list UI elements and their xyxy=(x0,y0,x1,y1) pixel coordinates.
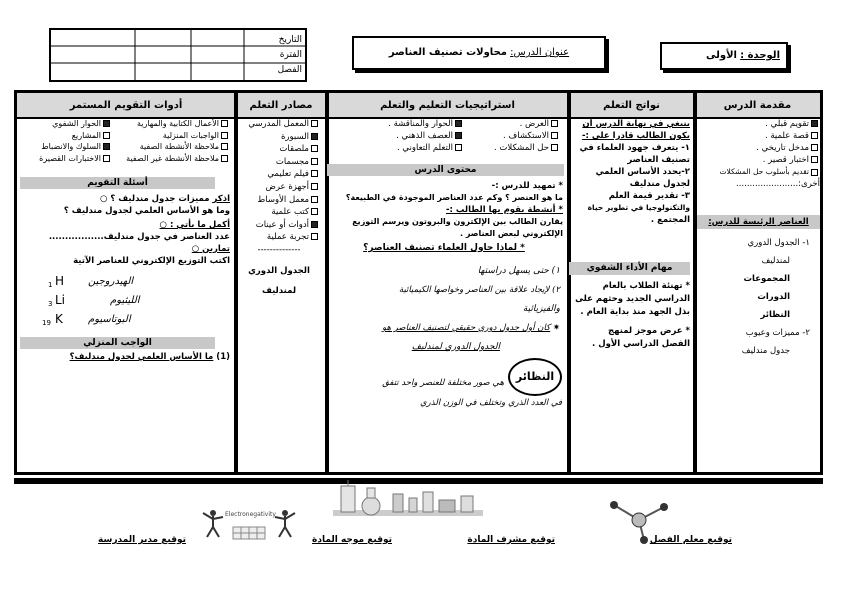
element-symbol: Li xyxy=(55,293,66,307)
checkbox-icon[interactable] xyxy=(811,156,818,163)
checkbox-icon[interactable] xyxy=(551,120,558,127)
checkbox-icon[interactable] xyxy=(311,145,318,152)
strategy-option[interactable]: الاستكشاف . xyxy=(464,130,560,142)
checkbox-icon[interactable] xyxy=(311,158,318,165)
element-row xyxy=(40,310,220,329)
assessment-row xyxy=(20,141,230,153)
element-item: ٢- مميزات وعيوب xyxy=(745,328,810,338)
assessment-questions: اذكر مميزات جدول مندليف ؟ ○ وما هو الأساس العلمي لجدول مندليف ؟ أكمل ما يأتي : ○ عدد العناصر في جدول مندليف................. تمارين ○ اكتب التوزيع الإلكتروني للعناصر الآتية xyxy=(48,194,230,266)
assessment-option[interactable]: السلوك والانضباط xyxy=(41,142,112,151)
resource-item[interactable]: ملصقات xyxy=(238,143,320,156)
content-title: محتوى الدرس xyxy=(327,164,564,176)
unit-label: الوحدة : xyxy=(740,50,780,61)
period-label: الفترة xyxy=(279,50,302,60)
class-label: الفصل xyxy=(277,65,302,75)
checkbox-icon[interactable] xyxy=(811,144,818,151)
resource-item[interactable]: كتب علمية xyxy=(238,206,320,219)
checkbox-icon[interactable] xyxy=(551,132,558,139)
assessment-row xyxy=(20,153,230,165)
signature-principal: توقيع مدير المدرسة xyxy=(98,535,186,545)
element-z: 3 xyxy=(48,300,53,308)
checkbox-icon[interactable] xyxy=(221,132,228,139)
checkbox-icon[interactable] xyxy=(811,169,818,176)
oral-tasks: * تهنئة الطلاب بالعام الدراسي الجديد وحثهم على بذل الجهد منذ بداية العام . * عرض موجز لمنهج الفصل الدراسي الأول . xyxy=(575,281,690,349)
strategy-option[interactable]: العصف الذهني . xyxy=(396,131,464,141)
signature-director-subject: توقيع موجه المادة xyxy=(312,535,392,545)
isotopes-badge: النظائر xyxy=(508,358,562,396)
assessment-option[interactable]: الواجبات المنزلية xyxy=(112,130,230,142)
strategy-row xyxy=(330,118,560,130)
checkbox-icon[interactable] xyxy=(551,144,558,151)
resource-item[interactable]: معمل الأوساط xyxy=(238,194,320,207)
resource-extra: لمندليف xyxy=(261,286,297,297)
isotopes-definition: هي صور مختلفة للعنصر واحد تتفق xyxy=(382,378,504,388)
elements-list xyxy=(700,234,810,360)
element-item: النظائر xyxy=(760,310,790,320)
element-name: الليثيوم xyxy=(110,295,140,306)
checkbox-icon[interactable] xyxy=(455,120,462,127)
checkbox-icon[interactable] xyxy=(103,143,110,150)
strategies-options xyxy=(330,118,560,154)
bullet-icon: ○ xyxy=(191,244,200,254)
intro-option[interactable]: تقويم قبلي . xyxy=(696,118,820,130)
strategy-option[interactable]: العرض . xyxy=(464,118,560,130)
assessment-row xyxy=(20,130,230,142)
homework-item: (1) ما الأساس العلمي لجدول مندليف؟ xyxy=(69,352,230,362)
resource-item[interactable]: مجسمات xyxy=(238,156,320,169)
element-row xyxy=(40,272,220,291)
checkbox-icon[interactable] xyxy=(221,120,228,127)
checkbox-icon[interactable] xyxy=(311,170,318,177)
checkbox-icon[interactable] xyxy=(455,132,462,139)
lesson-content: * تمهيد للدرس :- ما هو العنصر ؟ وكم عدد العناصر الموجودة في الطبيعة؟ * أنشطة يقوم بها الطالب :- يقارن الطالب بين الإلكترون والبروتون ويرسم التوزيع الإلكتروني لبعض العناصر . * لماذا حاول العلماء تصنيف العناصر؟ xyxy=(345,181,563,253)
homework-title: الواجب المنزلي xyxy=(20,337,215,349)
checkbox-icon[interactable] xyxy=(311,208,318,215)
element-z: 19 xyxy=(42,319,51,327)
element-configs xyxy=(40,272,220,329)
date-label: التاريخ xyxy=(278,35,302,45)
element-item: ١- الجدول الدوري xyxy=(747,238,810,248)
intro-other: أخرى:....................... xyxy=(736,179,820,189)
element-item: المجموعات xyxy=(743,274,790,284)
assessment-option[interactable]: ملاحظة الأنشطة غير الصفية xyxy=(112,153,230,165)
lesson-title-value: محاولات تصنيف العناصر xyxy=(388,47,507,58)
bullet-icon: ○ xyxy=(159,220,167,230)
oral-title: مهام الأداء الشفوي xyxy=(569,262,690,275)
elements-title: العناصر الرئيسة للدرس: xyxy=(697,215,820,229)
element-item: الدورات xyxy=(757,292,790,302)
star-icon: ✷ xyxy=(552,323,560,333)
intro-column xyxy=(696,118,820,190)
element-name: الهيدروجين xyxy=(88,276,134,287)
questions-title: أسئلة التقويم xyxy=(20,177,215,189)
element-row xyxy=(40,291,220,310)
assessment-row xyxy=(20,118,230,130)
checkbox-icon[interactable] xyxy=(311,221,318,228)
checkbox-icon[interactable] xyxy=(221,143,228,150)
element-z: 1 xyxy=(48,281,53,289)
col-header-intro: مقدمة الدرس xyxy=(723,100,792,111)
resource-extra: الجدول الدوري xyxy=(248,265,310,276)
strategy-option[interactable]: التعلم التعاوني . xyxy=(397,143,464,153)
checkbox-icon[interactable] xyxy=(311,133,318,140)
checkbox-icon[interactable] xyxy=(811,132,818,139)
resources-column xyxy=(238,118,320,298)
checkbox-icon[interactable] xyxy=(311,183,318,190)
intro-option[interactable]: قصة علمية . xyxy=(696,130,820,142)
assessment-option[interactable]: ملاحظة الأنشطة الصفية xyxy=(112,141,230,153)
checkbox-icon[interactable] xyxy=(311,233,318,240)
checkbox-icon[interactable] xyxy=(221,155,228,162)
col-header-outcomes: نواتج التعلم xyxy=(603,100,660,111)
resource-item[interactable]: السبورة xyxy=(238,131,320,144)
col-header-resources: مصادر التعلم xyxy=(249,100,313,111)
intro-option[interactable]: مدخل تاريخي . xyxy=(696,142,820,154)
electronegativity-caption: Electronegativity xyxy=(225,511,276,518)
outcomes-column: ينبغي في نهاية الدرس أن يكون الطالب قادرا على :- ١- يتعرف جهود العلماء في تصنيف العناصر ٢-يحدد الأساس العلمي لجدول مندليف ٣- تقدير قيمة العلم والتكنولوجيا في تطوير حياة المجتمع . xyxy=(579,119,690,225)
strategy-row xyxy=(330,142,560,154)
unit-box xyxy=(660,42,788,70)
intro-option[interactable]: اختبار قصير . xyxy=(696,154,820,166)
element-name: البوتاسيوم xyxy=(88,314,131,325)
electronegativity-image xyxy=(197,507,301,547)
col-header-assessment: أدوات التقويم المستمر xyxy=(69,100,183,111)
element-item: جدول مندليف xyxy=(741,346,790,356)
signature-teacher: توقيع معلم الفصل xyxy=(649,535,732,545)
element-symbol: K xyxy=(55,312,63,326)
strategy-option[interactable]: حل المشكلات . xyxy=(464,142,560,154)
handwritten-notes: ١) حتى يسهل دراستها ٢) لإيجاد علاقة بين العناصر وخواصها الكيميائية والفيزيائية ✷ كان أول جدول دوري حقيقي لتصنيف العناصر هو الجدول الدوري لمندليف xyxy=(382,266,560,352)
assessment-option[interactable]: الأعمال الكتابية والمهارية xyxy=(112,118,230,130)
signature-supervisor: توقيع مشرف المادة xyxy=(467,535,555,545)
col-header-strategies: استراتيجيات التعليم والتعلم xyxy=(380,100,515,111)
checkbox-icon[interactable] xyxy=(811,120,818,127)
assessment-options xyxy=(20,118,230,164)
lab-equipment-image xyxy=(333,480,483,532)
assessment-option[interactable]: الحوار الشفوي xyxy=(52,119,112,128)
unit-value: الأولى xyxy=(706,50,737,61)
element-symbol: H xyxy=(55,274,65,288)
header-date-table xyxy=(49,28,307,82)
checkbox-icon[interactable] xyxy=(103,132,110,139)
resource-divider: -------------- xyxy=(257,244,301,255)
resource-item[interactable]: تجربة عملية xyxy=(238,231,320,244)
resource-item[interactable]: فيلم تعليمي xyxy=(238,168,320,181)
resource-item[interactable]: أدوات أو عينات xyxy=(238,219,320,232)
intro-option[interactable]: تقديم بأسلوب حل المشكلات xyxy=(696,166,820,178)
checkbox-icon[interactable] xyxy=(103,120,110,127)
lesson-title-label: عنوان الدرس: xyxy=(510,47,570,58)
assessment-option[interactable]: المشاريع xyxy=(72,131,112,140)
resource-item[interactable]: أجهزة عرض xyxy=(238,181,320,194)
isotopes-definition-2: في العدد الذري وتختلف في الوزن الذري xyxy=(420,398,562,408)
assessment-option[interactable]: الاختبارات القصيرة xyxy=(39,154,112,163)
bullet-icon: ○ xyxy=(100,194,108,204)
resource-item[interactable]: المعمل المدرسي xyxy=(238,118,320,131)
lesson-title-box xyxy=(352,36,606,70)
checkbox-icon[interactable] xyxy=(103,155,110,162)
checkbox-icon[interactable] xyxy=(311,196,318,203)
strategy-row xyxy=(330,130,560,142)
checkbox-icon[interactable] xyxy=(455,144,462,151)
checkbox-icon[interactable] xyxy=(311,120,318,127)
element-item: لمندليف xyxy=(761,256,790,266)
strategy-option[interactable]: الحوار والمناقشة . xyxy=(388,119,464,129)
